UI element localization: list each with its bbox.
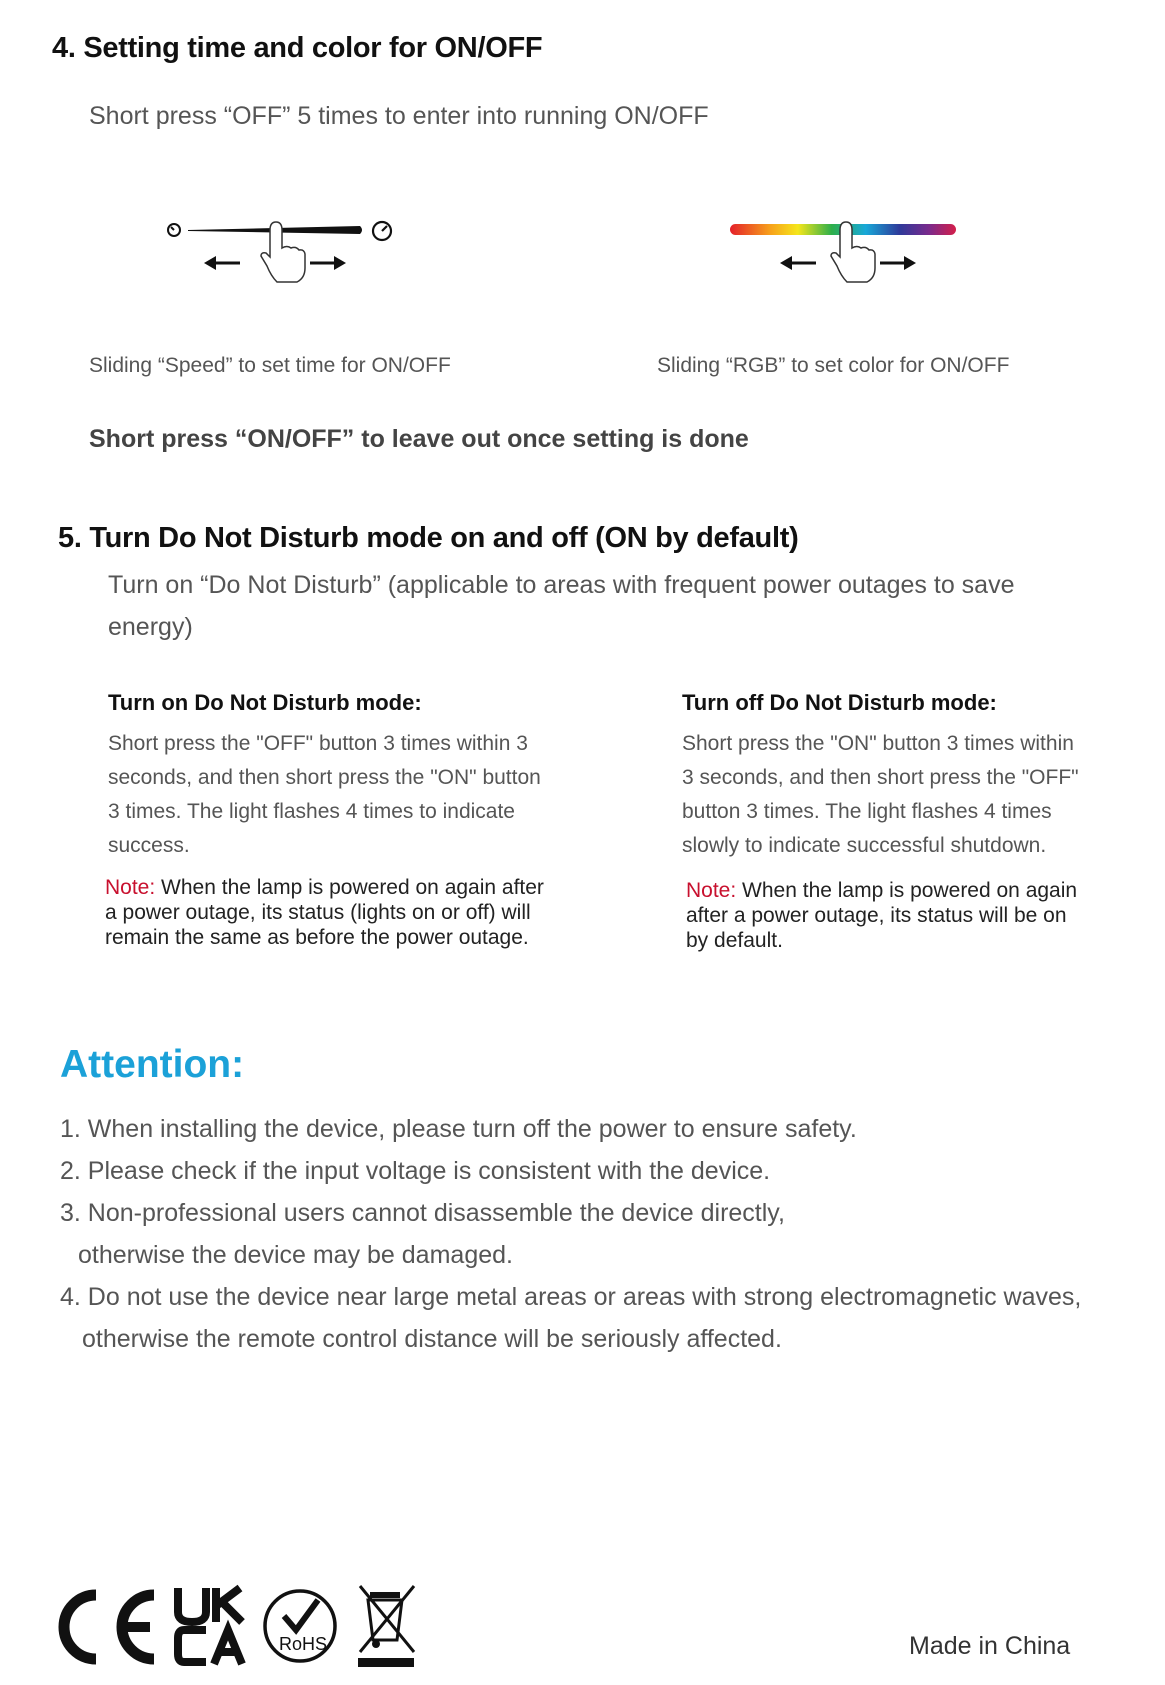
note-label: Note: [686,879,737,902]
right-arrow-icon [310,256,346,270]
ukca-mark-icon [174,1586,250,1666]
left-arrow-icon [204,256,240,270]
attention-item: 1. When installing the device, please turn off the power to ensure safety. [60,1115,857,1143]
ce-mark-icon [54,1587,164,1667]
setting-done-text: Short press “ON/OFF” to leave out once setting is done [89,425,749,453]
attention-title: Attention: [60,1043,245,1086]
right-arrow-icon [880,256,916,270]
weee-bin-icon [356,1582,420,1668]
dnd-off-note: Note: When the lamp is powered on again after a power outage, its status will be on by default. [686,879,1078,952]
speed-caption: Sliding “Speed” to set time for ON/OFF [89,354,451,377]
dnd-on-heading: Turn on Do Not Disturb mode: [108,690,422,715]
rohs-mark-icon [262,1586,342,1666]
svg-text:RoHS: RoHS [279,1634,328,1654]
attention-item: otherwise the remote control distance will be seriously affected. [82,1325,782,1353]
section5-intro-line1: Turn on “Do Not Disturb” (applicable to areas with frequent power outages to save [108,571,1015,599]
fast-speed-icon [373,222,391,240]
note-label: Note: [105,876,156,899]
left-arrow-icon [780,256,816,270]
rgb-slider-illustration [730,200,970,290]
slow-speed-icon [168,224,180,236]
speed-slider-illustration [160,200,400,290]
dnd-on-instructions: Short press the "OFF" button 3 times within 3 seconds, and then short press the "ON" button 3 times. The light flashes 4 times to indicate success. [108,732,541,857]
section4-title: 4. Setting time and color for ON/OFF [52,32,543,64]
attention-item: 3. Non-professional users cannot disassemble the device directly, [60,1199,785,1227]
dnd-off-instructions: Short press the "ON" button 3 times within 3 seconds, and then short press the "OFF" button 3 times. The light flashes 4 times slowly to indicate successful shutdown. [682,732,1079,857]
dnd-on-note: Note: When the lamp is powered on again after a power outage, its status (lights on or off) will remain the same as before the power outage. [105,876,544,949]
section4-intro: Short press “OFF” 5 times to enter into running ON/OFF [89,102,709,130]
section5-title: 5. Turn Do Not Disturb mode on and off (ON by default) [58,522,799,554]
made-in-text: Made in China [909,1632,1071,1660]
attention-list [60,1108,1081,1360]
dnd-off-heading: Turn off Do Not Disturb mode: [682,690,997,715]
attention-item: 2. Please check if the input voltage is consistent with the device. [60,1157,771,1185]
rgb-caption: Sliding “RGB” to set color for ON/OFF [657,354,1010,377]
section5-intro-line2: energy) [108,613,193,641]
attention-item: otherwise the device may be damaged. [78,1241,513,1269]
attention-item: 4. Do not use the device near large metal areas or areas with strong electromagnetic waves, [60,1283,1082,1311]
